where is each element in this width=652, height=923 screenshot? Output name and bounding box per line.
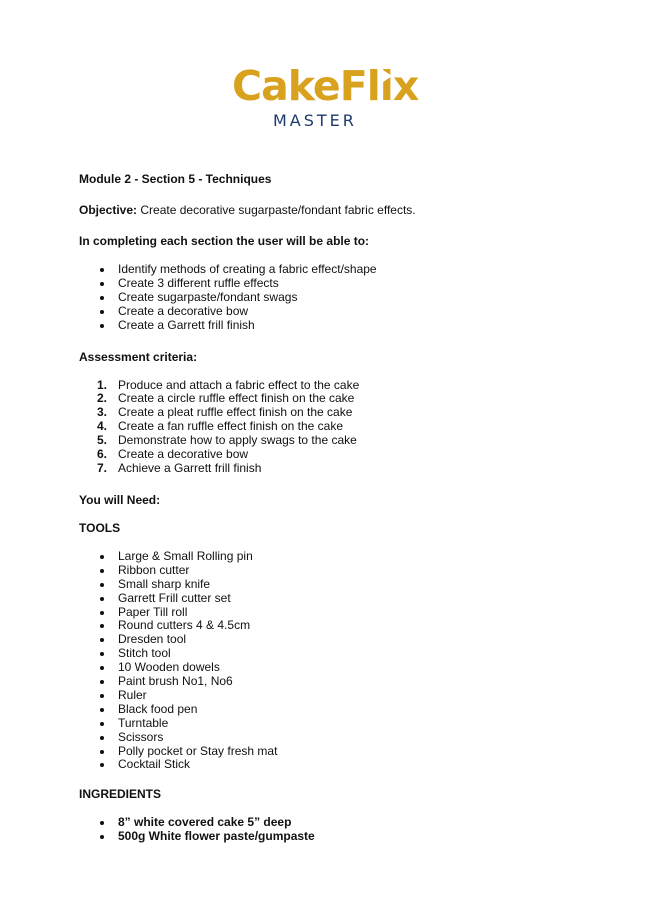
bullet-icon: [100, 583, 104, 587]
objective-label: Objective:: [79, 203, 138, 217]
completion-heading: In completing each section the user will be able to:: [79, 234, 370, 248]
list-item: Round cutters 4 & 4.5cm: [79, 619, 599, 633]
logo-brand-text: CakeFlix: [232, 62, 419, 110]
bullet-icon: [100, 638, 104, 642]
list-item: Black food pen: [79, 703, 599, 717]
bullet-icon: [100, 835, 104, 839]
document-body: [79, 172, 599, 844]
bullet-icon: [100, 282, 104, 286]
bullet-icon: [100, 310, 104, 314]
bullet-icon: [100, 569, 104, 573]
bullet-icon: [100, 736, 104, 740]
bullet-icon: [100, 624, 104, 628]
assessment-list: [79, 379, 599, 476]
bullet-icon: [100, 296, 104, 300]
ingredients-list: [79, 816, 599, 844]
list-item: Large & Small Rolling pin: [79, 550, 599, 564]
bullet-icon: [100, 611, 104, 615]
list-item: 8” white covered cake 5” deep: [79, 816, 599, 830]
cakeflix-master-logo: [232, 62, 419, 134]
you-will-need-heading: You will Need:: [79, 492, 161, 507]
list-item: Turntable: [79, 717, 599, 731]
play-icon: [383, 70, 392, 82]
list-item: Cocktail Stick: [79, 758, 599, 772]
bullet-icon: [100, 763, 104, 767]
bullet-icon: [100, 666, 104, 670]
list-item: Small sharp knife: [79, 578, 599, 592]
list-item: Create a decorative bow: [79, 305, 599, 319]
list-item: Garrett Frill cutter set: [79, 592, 599, 606]
bullet-icon: [100, 268, 104, 272]
bullet-icon: [100, 680, 104, 684]
list-item: Stitch tool: [79, 647, 599, 661]
list-item: Ribbon cutter: [79, 564, 599, 578]
bullet-icon: [100, 597, 104, 601]
tools-heading: TOOLS: [79, 520, 121, 535]
list-item: 6. Create a decorative bow: [97, 447, 249, 462]
list-item: Scissors: [79, 731, 599, 745]
bullet-icon: [100, 821, 104, 825]
list-item: Create sugarpaste/fondant swags: [79, 291, 599, 305]
list-item: Paper Till roll: [79, 606, 599, 620]
list-item: 3. Create a pleat ruffle effect finish on the cake: [97, 405, 353, 420]
module-title: Module 2 - Section 5 - Techniques: [79, 172, 272, 186]
bullet-icon: [100, 555, 104, 559]
list-item: Polly pocket or Stay fresh mat: [79, 745, 599, 759]
list-item: Create 3 different ruffle effects: [79, 277, 599, 291]
objective-text: Create decorative sugarpaste/fondant fabric effects.: [137, 203, 416, 217]
list-item: Identify methods of creating a fabric effect/shape: [79, 263, 599, 277]
list-item: Create a Garrett frill finish: [79, 319, 599, 333]
list-item: Dresden tool: [79, 633, 599, 647]
list-item: 1. Produce and attach a fabric effect to the cake: [97, 377, 360, 392]
ingredients-heading: INGREDIENTS: [79, 787, 162, 802]
list-item: 7. Achieve a Garrett frill finish: [97, 460, 262, 475]
bullet-icon: [100, 750, 104, 754]
list-item: Paint brush No1, No6: [79, 675, 599, 689]
bullet-icon: [100, 324, 104, 328]
bullet-icon: [100, 722, 104, 726]
completion-list: [79, 263, 599, 333]
list-item: 4. Create a fan ruffle effect finish on the cake: [97, 419, 344, 434]
list-item: 500g White flower paste/gumpaste: [79, 830, 599, 844]
bullet-icon: [100, 652, 104, 656]
tools-list: [79, 550, 599, 773]
list-item: Ruler: [79, 689, 599, 703]
objective-line: [79, 203, 599, 217]
logo-sub-text: MASTER: [273, 111, 357, 130]
assessment-heading: Assessment criteria:: [79, 349, 198, 364]
list-item: 10 Wooden dowels: [79, 661, 599, 675]
list-item: 2. Create a circle ruffle effect finish on the cake: [97, 391, 355, 406]
list-item: 5. Demonstrate how to apply swags to the cake: [97, 433, 357, 448]
bullet-icon: [100, 694, 104, 698]
bullet-icon: [100, 708, 104, 712]
